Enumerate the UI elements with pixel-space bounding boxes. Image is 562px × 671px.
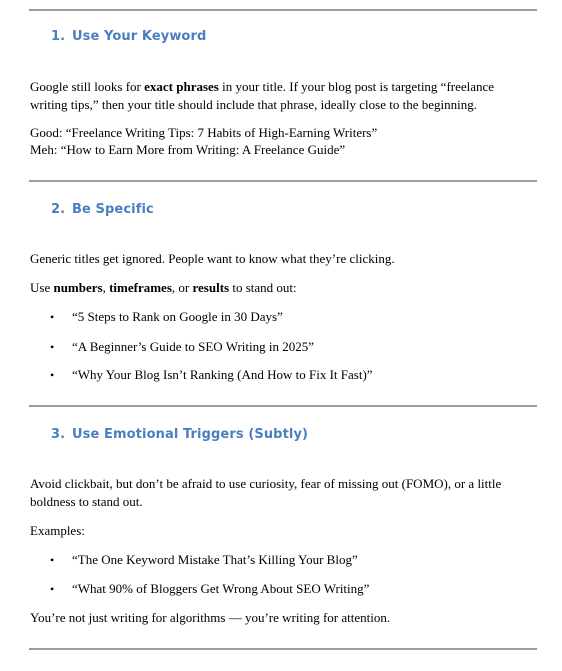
bold-word: results [192, 280, 230, 295]
section-3-heading [51, 427, 308, 442]
bold-word: timeframes [109, 280, 172, 295]
section-1-paragraph [30, 78, 530, 114]
bold-word: numbers [53, 280, 103, 295]
section-2-heading [51, 202, 154, 217]
list-item-text: “A Beginner’s Guide to SEO Writing in 2025” [72, 339, 314, 354]
bullet-icon: • [50, 340, 55, 354]
paragraph-text: in your title. If your blog post is targeting “freelance writing tips,” then your title should include that phrase, ideally close to the beginning. [30, 79, 495, 112]
divider-2 [29, 405, 537, 407]
section-1-title: Use Your Keyword [72, 29, 207, 44]
list-item-text: “What 90% of Bloggers Get Wrong About SEO Writing” [72, 581, 370, 596]
section-3-number: 3. [51, 427, 66, 442]
section-2-use-line [30, 279, 530, 297]
section-2-number: 2. [51, 202, 66, 217]
list-item-text: “5 Steps to Rank on Google in 30 Days” [72, 309, 283, 324]
section-3-title: Use Emotional Triggers (Subtly) [72, 427, 309, 442]
examples-label: Examples: [30, 523, 85, 538]
bullet-icon: • [50, 553, 55, 567]
section-1-heading [51, 29, 206, 44]
bullet-icon: • [50, 368, 55, 382]
bullet-icon: • [50, 582, 55, 596]
good-example: Good: “Freelance Writing Tips: 7 Habits of High-Earning Writers” [30, 125, 378, 140]
bold-phrase: exact phrases [144, 79, 219, 94]
list-item-text: “The One Keyword Mistake That’s Killing Your Blog” [72, 552, 358, 567]
paragraph-text: to stand out: [229, 280, 297, 295]
paragraph-text: , [102, 280, 110, 295]
bullet-icon: • [50, 310, 55, 324]
section-2-paragraph: Generic titles get ignored. People want to know what they’re clicking. [30, 251, 395, 266]
paragraph-text: , or [171, 280, 193, 295]
closing-line: You’re not just writing for algorithms — you’re writing for attention. [30, 610, 391, 625]
list-item-text: “Why Your Blog Isn’t Ranking (And How to Fix It Fast)” [72, 367, 373, 382]
divider-top [29, 9, 537, 11]
section-1-number: 1. [51, 29, 66, 44]
divider-bottom [29, 648, 537, 650]
divider-1 [29, 180, 537, 182]
meh-example: Meh: “How to Earn More from Writing: A Freelance Guide” [30, 142, 346, 157]
section-2-title: Be Specific [72, 202, 154, 217]
paragraph-text: Google still looks for [30, 79, 145, 94]
section-3-paragraph: Avoid clickbait, but don’t be afraid to use curiosity, fear of missing out (FOMO), or a little boldness to stand out. [30, 476, 502, 509]
paragraph-text: Use [30, 280, 54, 295]
